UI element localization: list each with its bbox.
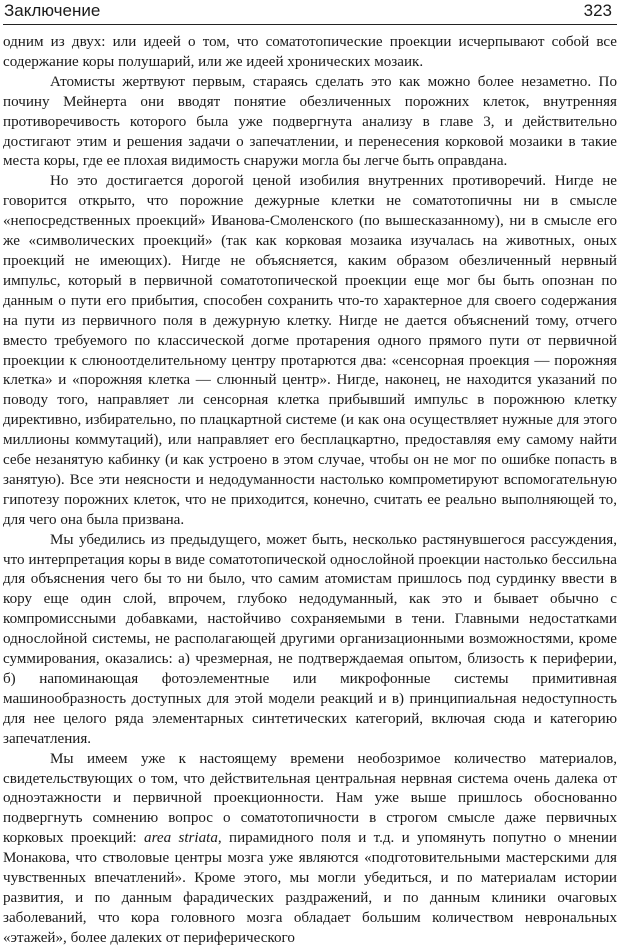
paragraph-single-layer: Мы убедились из предыдущего, может быть, несколько растянувшегося рассуждения, что интерпретация коры в виде соматотопической однослойной проекции настолько бессильна для объяснения чего бы то ни было, что самим атомистам пришлось под сурдинку ввести в кору еще один слой, впрочем, глубоко недодуманный, как это и бывает обычно с компромиссными добавками, настойчиво сохраняемыми в тени. Главными недостатками однослойной системы, не располагающей другими организационными возможностями, кроме суммирования, оказались: а) чрезмерная, не подтверждаемая опытом, близость к периферии, б) напоминающая фотоэлементные или микрофонные системы примитивная машинообразность доступных для этой модели реакций и в) принципиальная недоступность для нее целого ряда элементарных синтетических категорий, включая сюда и категорию запечатления. bbox=[3, 531, 617, 747]
paragraph-materials-start: Мы имеем уже к настоящему времени необозримое количество материалов, свидетельствующих о том, что действительная центральная нервная система очень далека от одноэтажности и первичной проекционности. Нам уже выше пришлось обоснованно подвергнуть сомнению вопрос о соматотопичности в строгом смысле даже первичных корковых проекций: bbox=[3, 750, 617, 847]
area-striata-term: area striata bbox=[144, 830, 218, 847]
section-title: Заключение bbox=[4, 1, 101, 20]
paragraph-continuation: одним из двух: или идеей о том, что соматотопические проекции исчерпывают собой все содержание коры полушарий, или же идеей хронических мозаик. bbox=[3, 34, 617, 70]
paragraph-atomists: Атомисты жертвуют первым, стараясь сделать это как можно более незаметно. По почину Мейнерта они вводят понятие обезличенных порожних клеток, внутренняя противоречивость которого была уже подвергнута анализу в главе 3, и действительно достигают этим и решения задачи о запечатлении, и перенесения корковой мозаики в такие места коры, где ее плохая видимость снаружи могла бы легче быть оправдана. bbox=[3, 73, 617, 170]
paragraph-materials-end: , пирамидного поля и т.д. и упомянуть попутно о мнении Монакова, что стволовые центры мозга уже являются «подготовительными мастерскими для чувственных впечатлений». Кроме этого, мы могли убедиться, и по материалам истории развития, и по данным фарадических раздражений, и по данным клиники очаговых заболеваний, что кора головного мозга обладает большим количеством неврональных «этажей», более далеких от периферического bbox=[3, 830, 618, 946]
running-head bbox=[3, 0, 617, 25]
body-text bbox=[3, 33, 617, 949]
paragraph-materials bbox=[3, 750, 617, 949]
paragraph-contradictions: Но это достигается дорогой ценой изобилия внутренних противоречий. Нигде не говорится открыто, что порожние дежурные клетки не соматотопичны ни в смысле «непосредственных проекций» Иванова-Смоленского (по вышесказанному), ни в смысле его же «символических проекций» (так как корковая мозаика изучалась на животных, оных проекций не имеющих). Нигде не объясняется, каким образом обезличенный нервный импульс, который в первичной соматотопической проекции еще мог бы быть опознан по данным о пути его прибытия, способен сохранить что-то характерное для своего содержания на пути из первичного поля в дежурную клетку. Нигде не дается объяснений тому, отчего вместо требуемого по классической догме протарения одного прямого пути от первичной проекции к слюноотделительному центру протарются два: «сенсорная проекция — порожняя клетка» и «порожняя клетка — слюнный центр». Нигде, наконец, не находится указаний по поводу того, направляет ли сенсорная клетка прибывший импульс в порожнюю клетку директивно, избирательно, по плацкартной системе (и как она осуществляет нужные для этого миллионы коммутаций), или направляет его бесплацкартно, предоставляя ему самому найти себе незанятую кабинку (и как устроено в этом случае, чтобы он не мог по ошибке попасть в занятую). Все эти неясности и недодуманности настолько компрометируют вспомогательную гипотезу порожних клеток, что не приходится, конечно, считать ее реально выполняющей то, для чего она была призвана. bbox=[3, 173, 617, 528]
page-number: 323 bbox=[583, 1, 612, 20]
